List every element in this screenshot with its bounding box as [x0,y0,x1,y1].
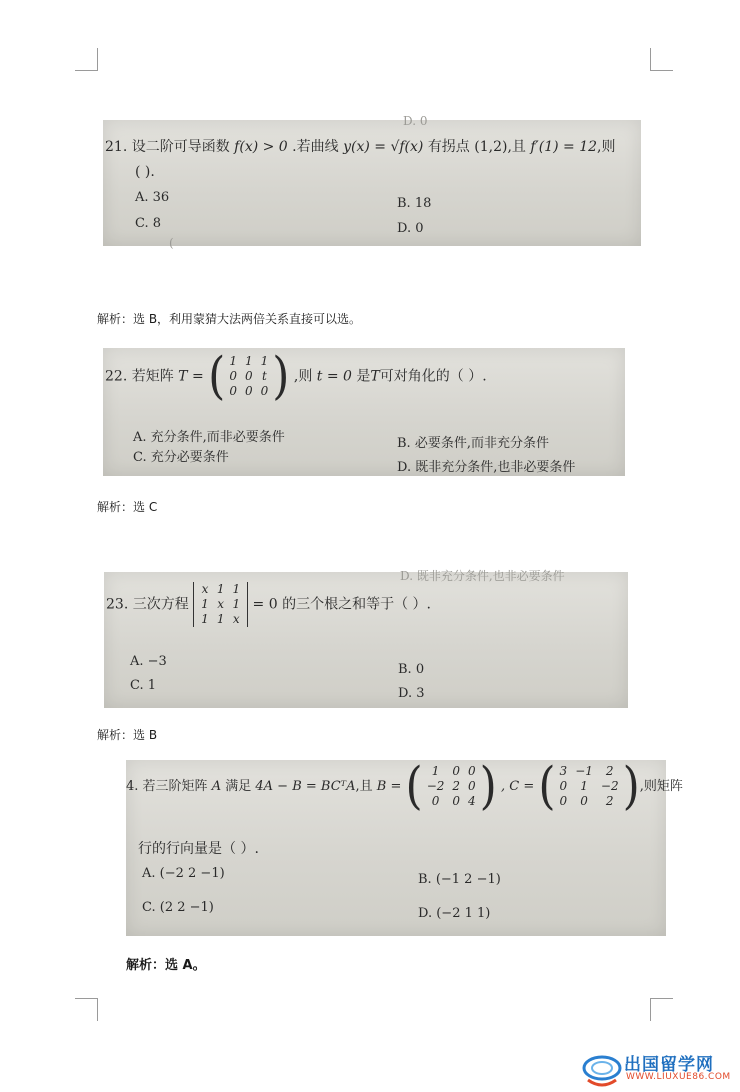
q21-stem-d: ,且 [507,139,526,155]
question-22-photo [103,348,625,476]
q23-option-d: D. 3 [398,686,425,701]
site-logo [580,1046,740,1092]
crop-mark-top-left [75,48,98,71]
q22-option-d: D. 既非充分条件,也非必要条件 [397,460,576,475]
q21-stem-e: ,则 [597,139,616,155]
q22-var: T = [178,368,204,385]
q24-matrix-c: ( 3 −1 2 0 1 −2 0 0 2 ) [538,756,640,816]
q24-var-c: , C = [500,779,535,794]
q21-top-fragment: D. 0 [403,114,428,128]
q21-bottom-fragment: ( [169,236,174,250]
q21-deriv: f′(1) = 12 [530,139,598,155]
crop-mark-bottom-left [75,998,98,1021]
q24-matrix-b: ( 1 0 0 −2 2 0 0 0 4 ) [405,756,497,816]
question-23-photo [104,569,628,708]
q23-top-fragment: D. 既非充分条件,也非必要条件 [400,569,565,583]
q24-line2: 行的行向量是（ ）. [138,841,259,857]
q23-option-a: A. −3 [130,654,167,669]
q24-stem-d: ,则矩阵 [639,779,683,794]
q21-stem-c: 有拐点 [427,139,470,155]
q23-stem [106,582,431,627]
q23-determinant: x 1 1 1 x 1 1 1 x [193,582,248,627]
q21-f-pos: f(x) > 0 [234,139,288,155]
q22-cond: t = 0 [316,368,352,385]
q21-point: (1,2) [474,139,508,155]
logo-text-en: WWW.LIUXUE86.COM [626,1072,731,1082]
q22-number: 22. [105,368,128,385]
q24-option-a: A. (−2 2 −1) [142,866,225,881]
q21-curve: y(x) = √f(x) [343,139,424,155]
q21-option-d: D. 0 [397,221,424,236]
q22-matrix: ( 1 1 1 0 0 t 0 0 0 ) [208,346,290,406]
q24-option-c: C. (2 2 −1) [142,900,214,915]
q21-blank: ( ). [135,164,155,180]
q22-stem [105,346,487,406]
q24-stem-b: 满足 [225,779,252,794]
q22-stem-a: 若矩阵 [131,368,174,385]
q21-stem [105,136,615,156]
answer-22: 解析：选 C [97,500,158,514]
q23-number: 23. [106,596,129,613]
q23-option-b: B. 0 [398,662,425,677]
q22-stem-c: 是 [356,368,371,385]
answer-23: 解析：选 B [97,728,158,742]
logo-text-cn: 出国留学网 [624,1055,714,1075]
q21-stem-a: 设二阶可导函数 [131,139,230,155]
q22-stem-d: 可对角化的（ ）. [379,368,487,385]
q24-var-b: B = [376,779,402,794]
q21-number: 21. [105,139,128,155]
q24-stem-a: 若三阶矩阵 [142,779,208,794]
q24-number: 4. [126,779,139,794]
q24-stem-c: ,且 [355,779,373,794]
question-24-photo [126,756,683,936]
q24-stem [126,756,683,816]
q22-option-b: B. 必要条件,而非充分条件 [397,436,549,451]
q22-stem-b: ,则 [293,368,313,385]
q22-option-c: C. 充分必要条件 [133,450,229,465]
answer-24: 解析：选 A。 [126,958,206,973]
q24-option-b: B. (−1 2 −1) [418,872,501,887]
q24-var-a: A [211,779,222,794]
q21-option-b: B. 18 [397,196,432,211]
q22-var2: T [370,368,380,385]
q23-stem-b: = 0 的三个根之和等于（ ）. [252,596,431,613]
logo-icon [582,1050,622,1090]
question-21-photo [103,114,641,250]
crop-mark-top-right [650,48,673,71]
q22-option-a: A. 充分条件,而非必要条件 [133,430,285,445]
q21-option-a: A. 36 [135,190,170,205]
answer-21: 解析：选 B，利用蒙猜大法两倍关系直接可以选。 [97,312,362,326]
q24-option-d: D. (−2 1 1) [418,906,491,921]
crop-mark-bottom-right [650,998,673,1021]
q21-stem-b: .若曲线 [292,139,339,155]
q23-option-c: C. 1 [130,678,157,693]
q23-stem-a: 三次方程 [132,596,189,613]
q21-option-c: C. 8 [135,216,162,231]
q24-eq: 4A − B = BCᵀA [255,779,356,794]
